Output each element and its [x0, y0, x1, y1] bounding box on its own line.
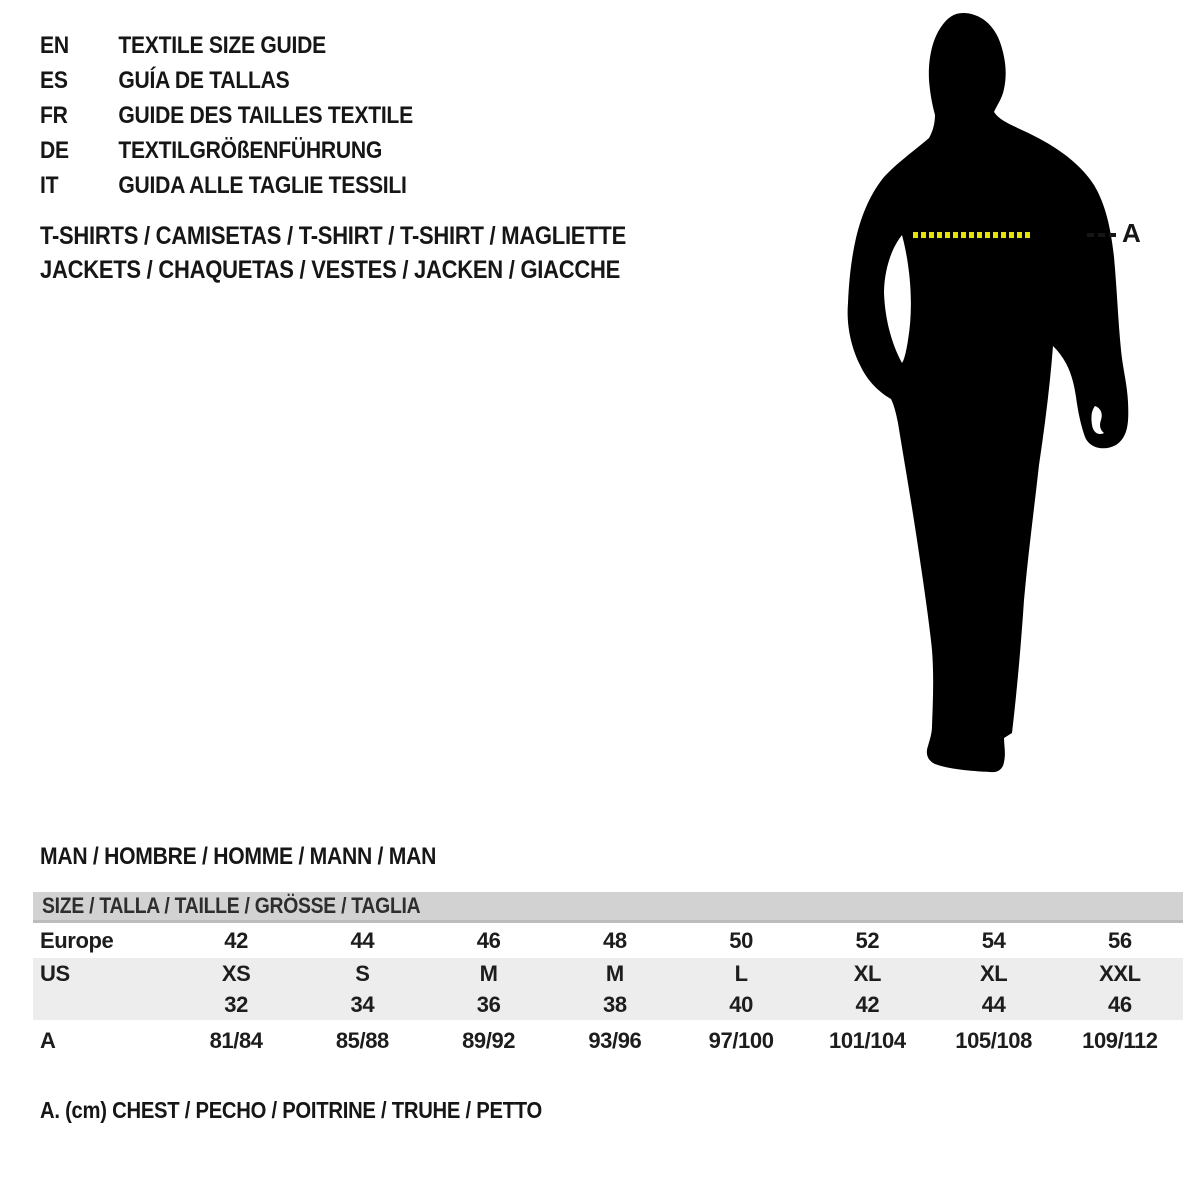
- measurement-footnote-text: A. (cm) CHEST / PECHO / POITRINE / TRUHE / PETTO: [40, 1097, 543, 1123]
- man-silhouette-svg: [840, 5, 1140, 790]
- size-value: XL: [979, 960, 1008, 986]
- size-value: 97/100: [708, 1028, 774, 1053]
- size-value: XXL: [1099, 960, 1141, 986]
- language-list: [40, 28, 464, 203]
- section-title-text: MAN / HOMBRE / HOMME / MANN / MAN: [40, 843, 437, 870]
- language-title: GUIDE DES TAILLES TEXTILE: [118, 102, 413, 129]
- size-value: 56: [1108, 927, 1132, 953]
- size-value: XL: [853, 960, 882, 986]
- row-label: A: [40, 1028, 56, 1053]
- size-value: 48: [603, 927, 627, 953]
- size-value: 42: [224, 927, 248, 953]
- man-silhouette-figure: [840, 5, 1140, 790]
- category-lines: [40, 219, 706, 287]
- size-value: 42: [855, 991, 880, 1017]
- language-title: GUÍA DE TALLAS: [118, 67, 290, 94]
- language-title: TEXTILGRÖßENFÜHRUNG: [118, 137, 382, 164]
- measurement-footnote: [40, 1097, 610, 1124]
- size-value: M: [479, 960, 498, 986]
- size-value: M: [605, 960, 624, 986]
- measure-leader-dashes: [1087, 233, 1118, 237]
- size-value: 109/112: [1082, 1028, 1158, 1053]
- size-table-header-text: SIZE / TALLA / TAILLE / GRÖSSE / TAGLIA: [42, 893, 421, 918]
- chest-measure-dotted-line: [913, 232, 1032, 238]
- language-code: DE: [40, 137, 69, 164]
- language-row: [40, 168, 413, 203]
- category-line-jackets: JACKETS / CHAQUETAS / VESTES / JACKEN / GIACCHE: [40, 256, 621, 284]
- size-value: 54: [981, 927, 1006, 953]
- language-title: TEXTILE SIZE GUIDE: [118, 32, 326, 59]
- size-value: 81/84: [209, 1028, 263, 1053]
- size-value: 44: [981, 991, 1006, 1017]
- size-value: 89/92: [462, 1028, 516, 1053]
- size-value: 40: [729, 991, 753, 1017]
- size-value: 52: [855, 927, 880, 953]
- section-title-man: [40, 843, 490, 871]
- row-label: US: [40, 960, 70, 986]
- category-line-tshirts: T-SHIRTS / CAMISETAS / T-SHIRT / T-SHIRT / MAGLIETTE: [40, 222, 626, 250]
- row-label: Europe: [40, 927, 114, 953]
- language-code: ES: [40, 67, 68, 94]
- size-table: [33, 892, 1183, 1062]
- size-value: 44: [350, 927, 375, 953]
- table-row-numeric: [33, 989, 1183, 1020]
- language-row: [40, 98, 413, 133]
- language-code: EN: [40, 32, 69, 59]
- size-value: L: [734, 960, 748, 986]
- size-value: 50: [729, 927, 753, 953]
- size-value: 32: [224, 991, 248, 1017]
- language-title: GUIDA ALLE TAGLIE TESSILI: [118, 172, 407, 199]
- size-value: 34: [350, 991, 375, 1017]
- language-row: [40, 133, 413, 168]
- size-value: XS: [221, 960, 251, 986]
- size-value: 46: [476, 927, 501, 953]
- size-value: 46: [1108, 991, 1132, 1017]
- size-value: 105/108: [955, 1028, 1032, 1053]
- size-value: 101/104: [829, 1028, 906, 1053]
- size-value: 85/88: [335, 1028, 389, 1053]
- size-value: 36: [476, 991, 501, 1017]
- size-table-header: [33, 892, 1183, 923]
- language-row: [40, 63, 413, 98]
- language-code: FR: [40, 102, 68, 129]
- table-row-us: [33, 958, 1183, 989]
- measure-label-a: A: [1122, 218, 1141, 248]
- table-row-europe: [33, 923, 1183, 958]
- size-value: S: [355, 960, 370, 986]
- language-code: IT: [40, 172, 59, 199]
- size-value: 38: [603, 991, 627, 1017]
- table-row-chest: [33, 1020, 1183, 1062]
- size-value: 93/96: [588, 1028, 642, 1053]
- language-row: [40, 28, 413, 63]
